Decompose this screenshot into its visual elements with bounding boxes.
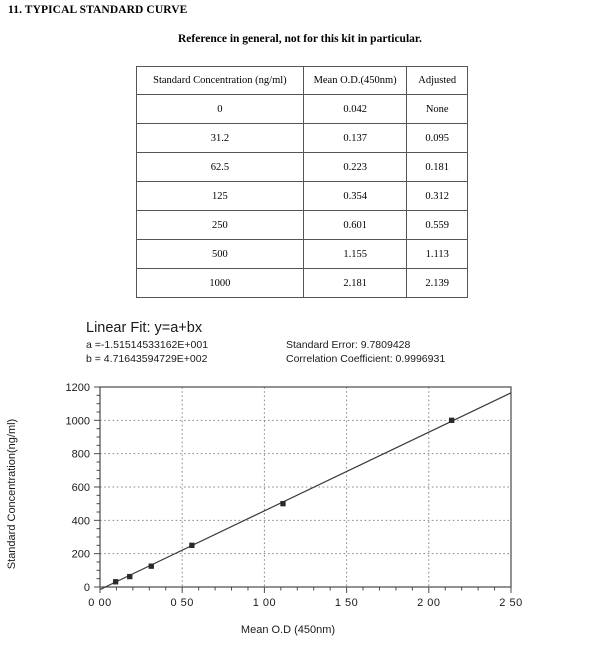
y-tick-label: 1000 xyxy=(65,415,90,428)
coefficient-a: a =-1.51514533162E+001 xyxy=(86,339,209,351)
data-point xyxy=(449,418,454,423)
coefficient-b: b = 4.71643594729E+002 xyxy=(86,352,208,365)
chart-gridlines xyxy=(100,387,511,587)
chart-y-tick-labels xyxy=(66,382,90,594)
table-row xyxy=(137,269,468,298)
chart-y-axis-title: Standard Concentration(ng/ml) xyxy=(6,418,18,570)
table-row xyxy=(137,153,468,182)
table-row xyxy=(137,182,468,211)
column-header-concentration: Standard Concentration (ng/ml) xyxy=(137,67,304,95)
table-row xyxy=(137,211,468,240)
chart-canvas xyxy=(0,378,600,648)
cell-mean-od: 0.601 xyxy=(303,211,407,240)
data-point xyxy=(281,501,286,506)
cell-mean-od: 0.354 xyxy=(303,182,407,211)
data-point xyxy=(149,564,154,569)
chart-x-axis-title: Mean O.D (450nm) xyxy=(240,624,336,636)
standard-curve-table xyxy=(136,66,468,298)
linear-fit-block xyxy=(86,320,546,366)
y-tick-label: 800 xyxy=(71,448,90,461)
table-row xyxy=(137,124,468,153)
y-tick-label: 200 xyxy=(71,548,90,561)
cell-mean-od: 2.181 xyxy=(303,269,407,298)
cell-adjusted: 1.113 xyxy=(407,240,468,269)
cell-concentration: 1000 xyxy=(137,269,304,298)
cell-adjusted: 0.312 xyxy=(407,182,468,211)
x-tick-label: 0 50 xyxy=(170,597,194,609)
cell-concentration: 0 xyxy=(137,95,304,124)
standard-error: Standard Error: 9.7809428 xyxy=(286,339,411,351)
cell-adjusted: 0.095 xyxy=(407,124,468,153)
cell-adjusted: None xyxy=(407,95,468,124)
y-tick-label: 0 xyxy=(83,582,90,594)
chart-x-tick-labels xyxy=(88,597,522,609)
cell-mean-od: 0.042 xyxy=(303,95,407,124)
cell-concentration: 500 xyxy=(137,240,304,269)
y-tick-label: 1200 xyxy=(65,382,90,394)
column-header-adjusted: Adjusted xyxy=(407,67,468,95)
table-row xyxy=(137,95,468,124)
cell-concentration: 62.5 xyxy=(137,153,304,182)
cell-concentration: 250 xyxy=(137,211,304,240)
y-tick-label: 600 xyxy=(71,482,90,494)
page-title: 11. TYPICAL STANDARD CURVE xyxy=(8,4,188,16)
x-tick-label: 1 50 xyxy=(334,597,359,609)
linear-fit-statistics xyxy=(286,339,546,366)
cell-concentration: 31.2 xyxy=(137,124,304,153)
data-point xyxy=(189,543,194,548)
data-point xyxy=(127,574,132,579)
table-header-row xyxy=(137,67,468,95)
x-tick-label: 0 00 xyxy=(88,597,112,609)
linear-fit-coefficients xyxy=(86,339,286,366)
cell-mean-od: 1.155 xyxy=(303,240,407,269)
column-header-mean-od: Mean O.D.(450nm) xyxy=(303,67,407,95)
x-tick-label: 2 00 xyxy=(417,597,441,609)
linear-fit-title: Linear Fit: y=a+bx xyxy=(86,320,203,336)
cell-adjusted: 0.181 xyxy=(407,153,468,182)
correlation-coefficient: Correlation Coefficient: 0.9996931 xyxy=(286,352,446,365)
cell-adjusted: 2.139 xyxy=(407,269,468,298)
x-tick-label: 2 50 xyxy=(499,597,523,609)
cell-mean-od: 0.223 xyxy=(303,153,407,182)
data-point xyxy=(113,579,118,584)
cell-adjusted: 0.559 xyxy=(407,211,468,240)
table-row xyxy=(137,240,468,269)
cell-concentration: 125 xyxy=(137,182,304,211)
cell-mean-od: 0.137 xyxy=(303,124,407,153)
x-tick-label: 1 00 xyxy=(252,597,277,609)
y-tick-label: 400 xyxy=(71,515,90,528)
reference-note: Reference in general, not for this kit in particular. xyxy=(178,33,422,45)
standard-curve-chart xyxy=(0,378,600,648)
